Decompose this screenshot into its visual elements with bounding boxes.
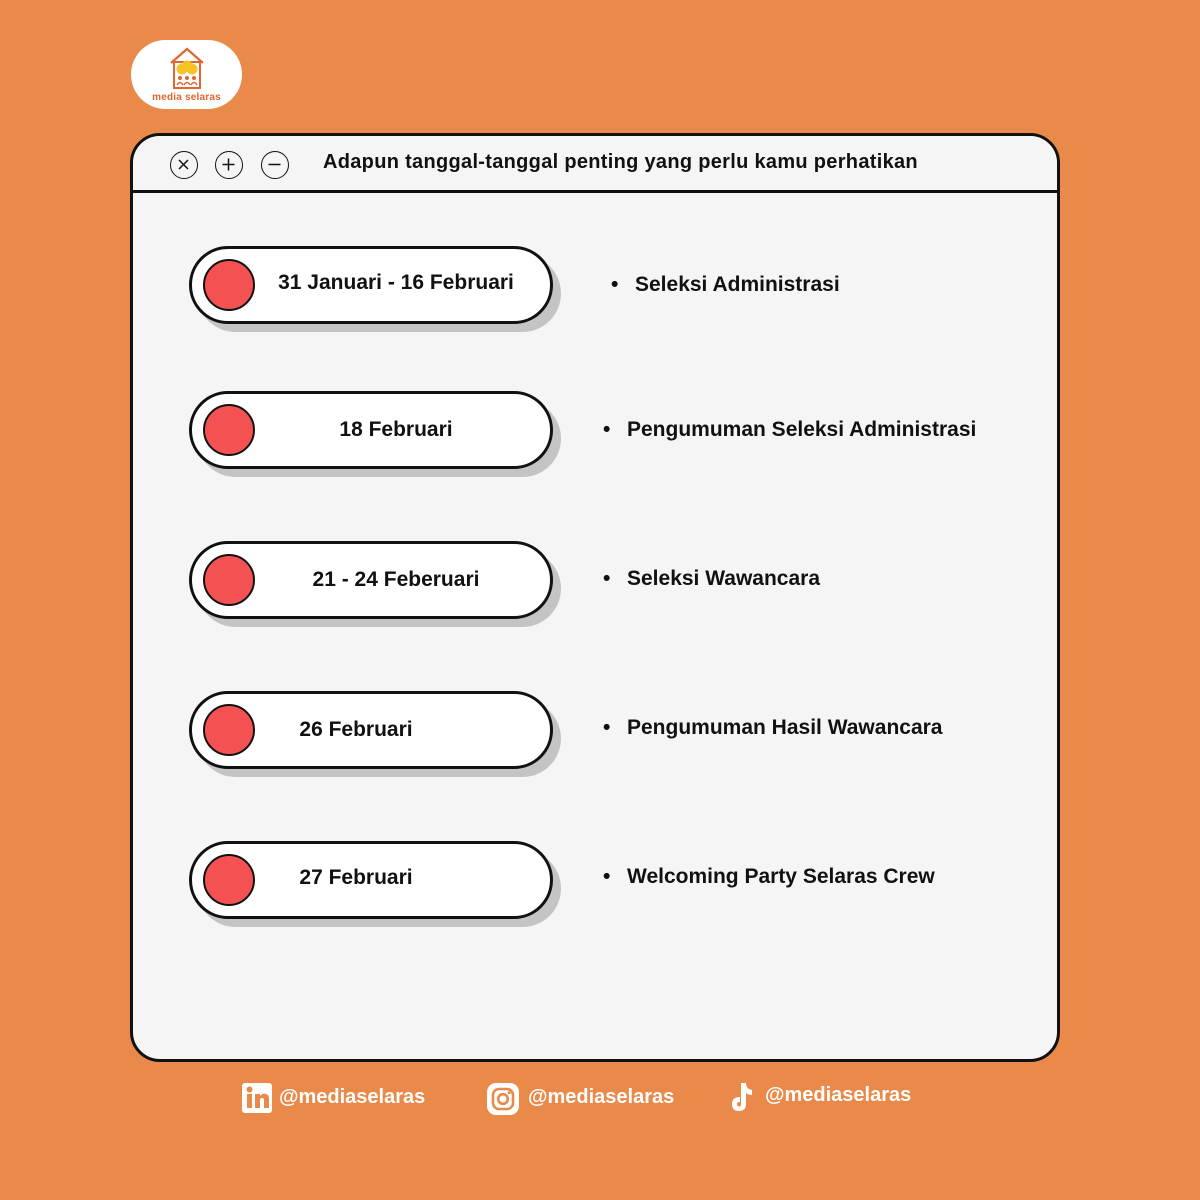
instagram-handle: @mediaselaras — [528, 1086, 675, 1108]
window-title: Adapun tanggal-tanggal penting yang perlu kamu perhatikan — [323, 151, 918, 173]
event-label: • Seleksi Wawancara — [603, 567, 820, 590]
instagram-link[interactable] — [486, 1080, 696, 1116]
schedule-row — [133, 841, 1057, 931]
date-pill — [189, 246, 553, 324]
tiktok-handle: @mediaselaras — [765, 1084, 912, 1106]
date-label: 31 Januari - 16 Februari — [278, 271, 514, 294]
date-pill — [189, 841, 553, 919]
status-dot — [203, 259, 255, 311]
date-label: 18 Februari — [339, 418, 453, 441]
date-label: 27 Februari — [299, 866, 413, 889]
schedule-row — [133, 691, 1057, 781]
maximize-button[interactable] — [215, 151, 243, 179]
minimize-button[interactable] — [261, 151, 289, 179]
logo-text: media selaras — [152, 92, 221, 103]
status-dot — [203, 554, 255, 606]
date-label: 21 - 24 Feberuari — [312, 568, 480, 591]
status-dot — [203, 404, 255, 456]
linkedin-link[interactable] — [241, 1080, 441, 1116]
house-logo-icon — [168, 45, 206, 91]
tiktok-icon — [727, 1080, 759, 1116]
window-titlebar — [133, 136, 1057, 193]
close-button[interactable] — [170, 151, 198, 179]
schedule-row — [133, 246, 1057, 336]
event-label: • Pengumuman Hasil Wawancara — [603, 716, 943, 739]
minus-icon — [267, 157, 282, 172]
close-icon — [176, 157, 191, 172]
date-pill — [189, 541, 553, 619]
event-label: • Welcoming Party Selaras Crew — [603, 865, 935, 888]
event-label: • Pengumuman Seleksi Administrasi — [603, 418, 977, 441]
linkedin-handle: @mediaselaras — [279, 1086, 426, 1108]
date-pill — [189, 391, 553, 469]
schedule-row — [133, 391, 1057, 481]
plus-icon — [221, 157, 236, 172]
instagram-icon — [486, 1082, 520, 1116]
tiktok-link[interactable] — [727, 1078, 927, 1114]
schedule-row — [133, 541, 1057, 631]
date-pill — [189, 691, 553, 769]
brand-logo — [131, 40, 242, 109]
date-label: 26 Februari — [299, 718, 413, 741]
event-label: • Seleksi Administrasi — [611, 273, 840, 296]
linkedin-icon — [241, 1082, 273, 1114]
schedule-window — [130, 133, 1060, 1062]
